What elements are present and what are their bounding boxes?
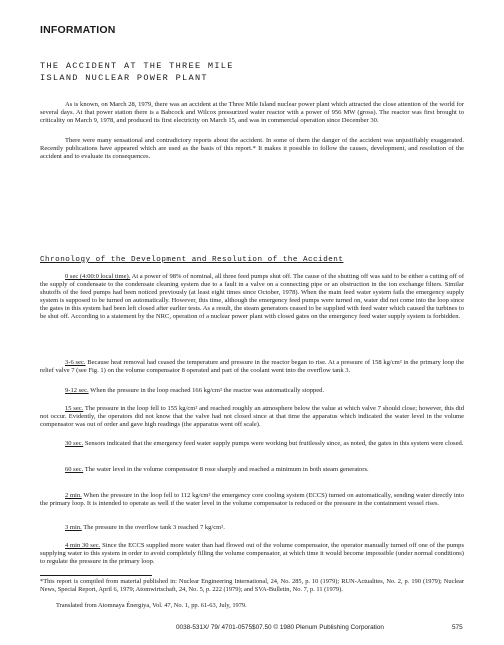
chronology-entry <box>40 440 464 448</box>
chronology-entry <box>40 359 464 375</box>
entry-time: 4 min 30 sec. <box>65 542 101 549</box>
chronology-entry <box>40 542 464 566</box>
entry-text: Since the ECCS supplied more water than had flowed out of the volume compensator, the operator manually turned off one of the pumps supplying water to this system in order to avoid completely filling the volume compensator, at which time it would become impossible (under normal conditions) to regulate the pressure in the primary loop. <box>40 542 464 566</box>
entry-time: 0 sec (4:00:0 local time). <box>65 273 131 280</box>
chronology-entry <box>40 492 464 508</box>
entry-text: Sensors indicated that the emergency feed water supply pumps were working but fruitlessly since, as noted, the gates in this system were closed. <box>83 440 464 447</box>
section-label: INFORMATION <box>40 24 116 36</box>
entry-time: 3-6 sec. <box>65 359 86 366</box>
translation-note: Translated from Atomnaya Énergiya, Vol. 47, No. 1, pp. 61-63, July, 1979. <box>56 602 247 609</box>
entry-text: When the pressure in the loop reached 166 kg/cm² the reactor was automatically stopped. <box>88 387 325 394</box>
chronology-entry <box>40 405 464 429</box>
intro-paragraph-1 <box>40 101 464 125</box>
article-title <box>40 60 234 84</box>
title-line-2: ISLAND NUCLEAR POWER PLANT <box>40 73 208 83</box>
footnote: *This report is compiled from material published in: Nuclear Engineering International, 24, No. 285, p. 10 (1979); RUN-Actualites, No. 2, p. 190 (1979); Nuclear News, Special Report, April 6, 1979; Atomwirtschaft, 24, No. 5, p. 222 (1979); and SVA-Bulletin, No. 7, p. 11 (1979). <box>40 578 464 594</box>
entry-text: When the pressure in the loop fell to 112 kg/cm² the emergency core cooling system (ECCS) turned on automatically, sending water directly into the primary loop. It is intended to operate as well if the water level in the volume compensator is reduced or the pressure in the containment vessel rises. <box>40 492 465 508</box>
intro-paragraph-1-text: As is known, on March 28, 1979, there was an accident at the Three Mile Island nuclear power plant which attracted the close attention of the world for several days. At that power station there is a Babcock and Wilcox pressurized water reactor with a power of 956 MW (gross). The reactor was first brought to criticality on March 9, 1978, and produced its first electricity on March 15, and was in commercial operation since December 30. <box>40 101 464 125</box>
title-line-1: THE ACCIDENT AT THE THREE MILE <box>40 61 234 71</box>
entry-time: 9-12 sec. <box>65 387 89 394</box>
entry-text: At a power of 98% of nominal, all three feed pumps shut off. The cause of the shutting off was said to be either a cutting off of the supply of condensate to the condensate cleaning system due to a fault in a valve on a connecting pipe or an obstruction in the ion exchange filters. Similar shutoffs of the feed pumps had been noticed previously (at least eight times since October, 1978). When the main feed water system fails the emergency supply system is supposed to be turned on automatically. However, this time, although the emergency feed pumps were turned on, water did not come into the loop since the gates in this system had been left closed after earlier tests. As a result, the steam generators ceased to be supplied with feed water which caused the turbines to be shut off. According to a statement by the NRC, operation of a nuclear power plant with closed gates on the emergency feed water supply system is forbidden. <box>40 273 464 321</box>
chronology-heading: Chronology of the Development and Resolution of the Accident <box>40 256 344 264</box>
footnote-divider <box>40 575 152 576</box>
chronology-entry <box>40 466 464 474</box>
chronology-entry <box>40 273 464 322</box>
entry-time: 3 min. <box>65 524 82 531</box>
chronology-entry <box>40 524 464 532</box>
entry-time: 30 sec. <box>65 440 84 447</box>
entry-time: 15 sec. <box>65 405 84 412</box>
entry-text: The pressure in the loop fell to 155 kg/cm² and reached roughly an atmosphere below the value at which valve 7 should close; however, this did not occur. Evidently, the operators did not know that the valve had not closed since at that time the apparatus which indicated the water level in the volume compensator was out of order and gave high readings (the apparatus went off scale). <box>40 405 464 429</box>
page-number: 575 <box>452 624 463 631</box>
entry-time: 2 min. <box>65 492 82 499</box>
entry-time: 60 sec. <box>65 466 84 473</box>
entry-text: The water level in the volume compensator 8 rose sharply and reached a minimum in both steam generators. <box>83 466 369 473</box>
entry-text: Because heat removal had ceased the temperature and pressure in the reactor began to rise. At a pressure of 158 kg/cm² in the primary loop the relief valve 7 (see Fig. 1) on the volume compensator 8 operated and part of the coolant went into the overflow tank 3. <box>40 359 464 375</box>
publisher-code: 0038-531X/ 79/ 4701-0575$07.50 © 1980 Plenum Publishing Corporation <box>176 624 384 631</box>
entry-text: The pressure in the overflow tank 3 reached 7 kg/cm². <box>81 524 225 531</box>
intro-paragraph-2-text: There were many sensational and contradictory reports about the accident. In some of them the danger of the accident was unjustifiably exaggerated. Recently publications have appeared which are used as the basis of this report.* It makes it possible to follow the causes, development, and resolution of the accident and to evaluate its consequences. <box>40 137 464 161</box>
chronology-entry <box>40 387 464 395</box>
intro-paragraph-2 <box>40 137 464 161</box>
